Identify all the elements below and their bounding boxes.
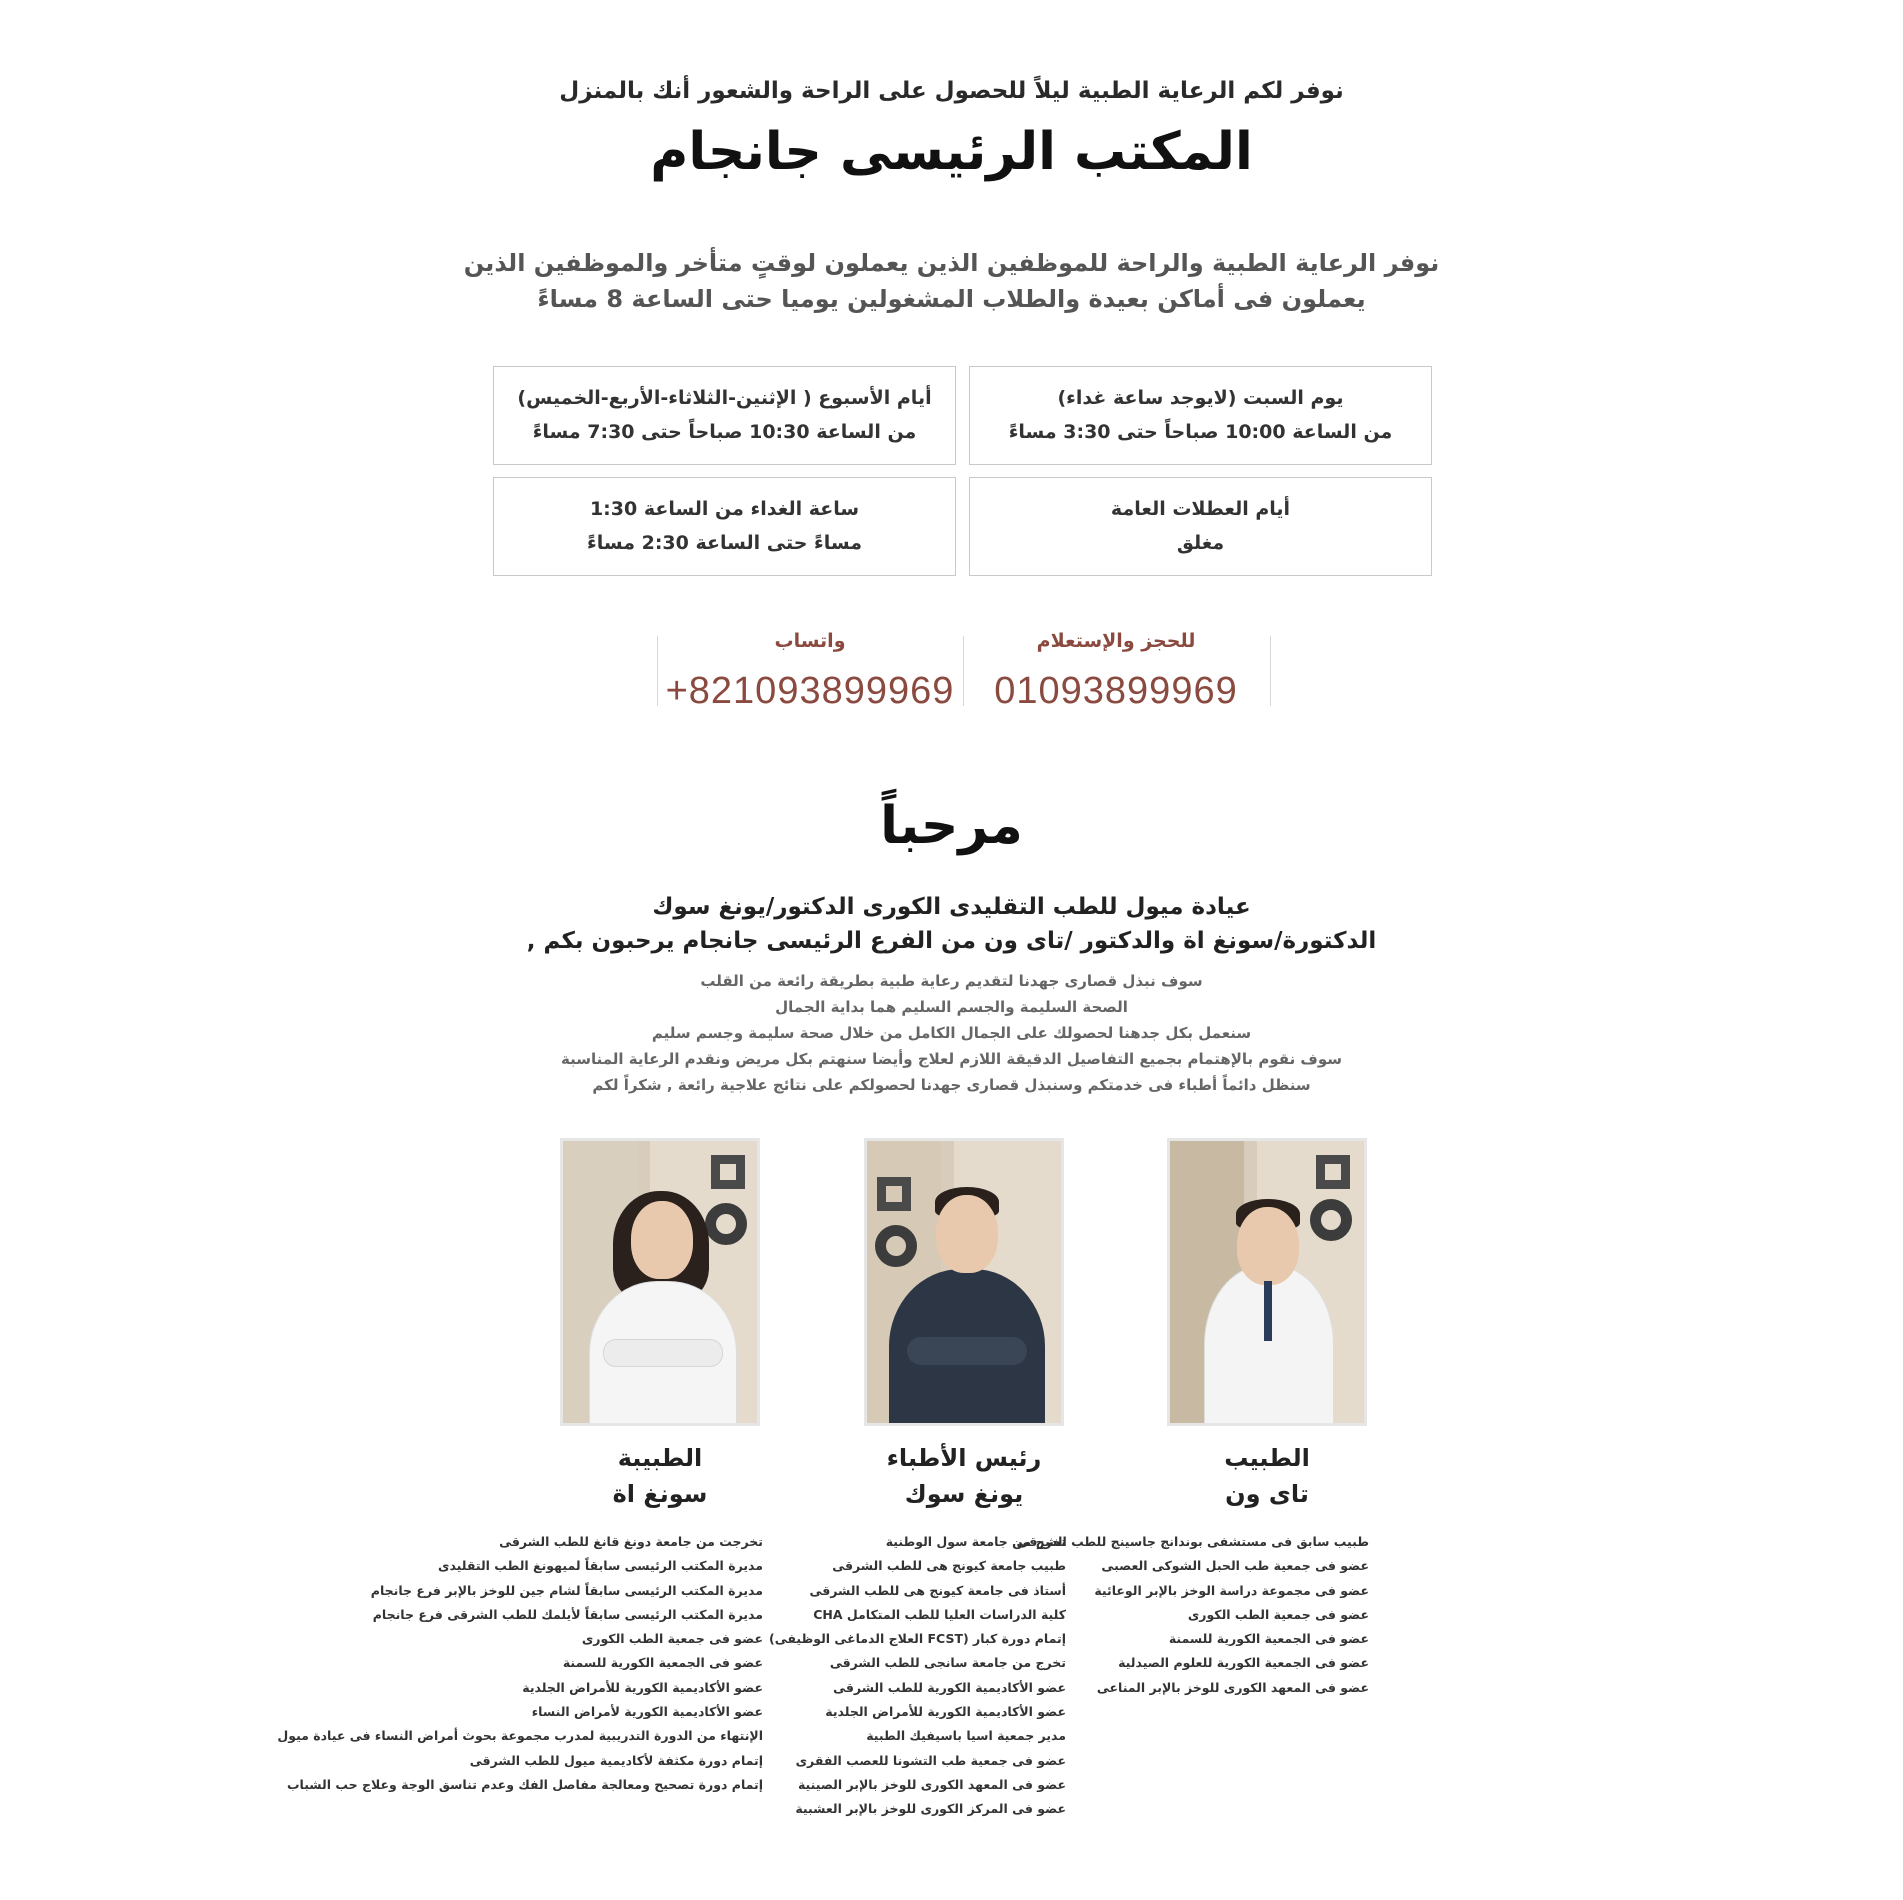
person-face [1237, 1207, 1299, 1285]
wall-deco-ring-icon [875, 1225, 917, 1267]
bio-line: عضو فى المركز الكورى للوخز بالإبر العشبية [795, 1801, 1066, 1817]
bio-line: عضو فى جمعية طب الحبل الشوكى العصبى [1101, 1558, 1369, 1574]
person-face [631, 1201, 693, 1279]
hours-saturday-title: يوم السبت (لايوجد ساعة غداء) [1057, 387, 1344, 409]
bio-line: إتمام دورة تصحيح ومعالجة مفاصل الفك وعدم تناسق الوجة وعلاج حب الشباب [286, 1776, 763, 1792]
hours-lunch-title: ساعة الغداء من الساعة 1:30 [589, 498, 860, 520]
welcome-body-line: سوف نقوم بالإهتمام بجميع التفاصيل الدقيقة اللازم لعلاج وأيضا سنهتم بكل مريض ونقدم الرعاية المناسبة [560, 1050, 1343, 1068]
welcome-body-line: سنظل دائماً أطباء فى خدمتكم وسنبذل قصارى جهدنا لحصولكم على نتائج علاجية رائعة , شكراً لكم [592, 1076, 1311, 1094]
bio-line: إتمام دورة كبار (FCST العلاج الدماغى الوظيفى) [769, 1631, 1066, 1647]
bio-line: مدير جمعية اسيا باسيفيك الطبية [866, 1728, 1066, 1744]
crossed-arms [603, 1339, 723, 1367]
hours-holidays-time: مغلق [1176, 532, 1225, 554]
doctor-name-young-seok [834, 1440, 1094, 1512]
bio-line: عضو فى المعهد الكورى للوخز بالإبر الصينية [797, 1776, 1066, 1792]
wall-deco-square-icon [1316, 1155, 1350, 1189]
booking-phone-link[interactable]: 01093899969 [994, 670, 1238, 712]
wall-deco-square-icon [711, 1155, 745, 1189]
doctor-name: يونغ سوك [904, 1480, 1024, 1508]
doctor-bio-song-ae [277, 1530, 763, 1797]
doctor-role: الطبيبة [617, 1444, 703, 1472]
crossed-arms [907, 1337, 1027, 1365]
whatsapp-phone-link[interactable]: +821093899969 [665, 670, 955, 712]
booking-label: للحجز والإستعلام [1036, 630, 1196, 652]
intro-text [0, 245, 1903, 317]
hours-holidays-title: أيام العطلات العامة [1110, 498, 1291, 520]
doctor-photo-young-seok [864, 1138, 1064, 1426]
doctor-bio-young-seok [769, 1530, 1066, 1822]
hours-weekdays-box [493, 366, 956, 465]
bio-line: عضو الأكاديمية الكورية للطب الشرقى [833, 1679, 1066, 1695]
doctor-name: تاى ون [1225, 1480, 1309, 1508]
bio-line: عضو فى الجمعية الكورية للعلوم الصيدلية [1118, 1655, 1369, 1671]
doctor-role: الطبيب [1224, 1444, 1310, 1472]
bio-line: تخرجت من جامعة دونغ قانغ للطب الشرقى [499, 1534, 763, 1549]
bio-line: تخرج من جامعة سانجى للطب الشرقى [829, 1655, 1066, 1671]
hours-lunch-time: مساءً حتى الساعة 2:30 مساءً [587, 532, 862, 554]
bio-line: عضو فى جمعية الطب الكورى [1187, 1606, 1369, 1622]
welcome-subtitle-line: عيادة ميول للطب التقليدى الكورى الدكتور/يونغ سوك [652, 894, 1251, 920]
welcome-body-line: سنعمل بكل جدهنا لحصولك على الجمال الكامل من خلال صحة سليمة وجسم سليم [651, 1024, 1252, 1042]
contact-booking[interactable] [966, 630, 1266, 713]
bio-line: عضو الأكاديمية الكورية للأمراض الجلدية [522, 1679, 763, 1695]
bio-line: طبيب جامعة كيونج هى للطب الشرقى [832, 1558, 1066, 1574]
bio-line: عضو الأكاديمية الكورية لأمراض النساء [531, 1704, 763, 1720]
bio-line: أستاذ فى جامعة كيونج هى للطب الشرقى [809, 1582, 1066, 1598]
bio-line: عضو الأكاديمية الكورية للأمراض الجلدية [825, 1704, 1066, 1720]
doctor-name-song-ae [530, 1440, 790, 1512]
bio-line: عضو فى مجموعة دراسة الوخز بالإبر الوعائية [1094, 1582, 1369, 1598]
contact-whatsapp[interactable] [660, 630, 960, 713]
bio-line: عضو فى الجمعية الكورية للسمنة [562, 1655, 763, 1671]
bio-line: عضو فى الجمعية الكورية للسمنة [1168, 1631, 1369, 1647]
header-tagline: نوفر لكم الرعاية الطبية ليلاً للحصول على الراحة والشعور أنك بالمنزل [559, 78, 1344, 104]
doctor-name-tae-won [1137, 1440, 1397, 1512]
welcome-subtitle [0, 890, 1903, 958]
doctor-bio-tae-won [1016, 1530, 1369, 1700]
welcome-body-line: سوف نبذل قصارى جهدنا لتقديم رعاية طبية بطريقة رائعة من القلب [700, 972, 1203, 990]
bio-line: طبيب سابق فى مستشفى بوندانج جاسينج للطب الشرقى [1016, 1534, 1369, 1549]
hours-weekdays-time: من الساعة 10:30 صباحاً حتى 7:30 مساءً [532, 421, 917, 443]
wall-deco-ring-icon [705, 1203, 747, 1245]
divider [1270, 636, 1271, 706]
intro-line: يعملون فى أماكن بعيدة والطلاب المشغولين يوميا حتى الساعة 8 مساءً [537, 285, 1366, 313]
bio-line: مديرة المكتب الرئيسى سابقاً لميهونغ الطب التقليدى [437, 1558, 763, 1574]
hours-saturday-time: من الساعة 10:00 صباحاً حتى 3:30 مساءً [1008, 421, 1393, 443]
bio-line: تخرج من جامعة سول الوطنية [885, 1534, 1066, 1549]
welcome-body-line: الصحة السليمة والجسم السليم هما بداية الجمال [775, 998, 1128, 1016]
hours-saturday-box [969, 366, 1432, 465]
bio-line: مديرة المكتب الرئيسى سابقاً لشام جين للوخز بالإبر فرع جانجام [370, 1582, 763, 1598]
hours-weekdays-title: أيام الأسبوع ( الإثنين-الثلاثاء-الأربع-الخميس) [517, 387, 932, 409]
divider [657, 636, 658, 706]
person-face [936, 1195, 998, 1273]
wall-deco-ring-icon [1310, 1199, 1352, 1241]
bio-line: عضو فى المعهد الكورى للوخز بالإبر المناعى [1096, 1679, 1369, 1695]
bio-line: عضو فى جمعية الطب الكورى [581, 1631, 763, 1647]
bio-line: إتمام دورة مكثفة لأكاديمية ميول للطب الشرقى [469, 1752, 763, 1768]
doctor-name: سونغ اة [612, 1480, 708, 1508]
bio-line: عضو فى جمعية طب التشونا للعصب الفقرى [795, 1752, 1066, 1768]
whatsapp-label: واتساب [774, 630, 846, 652]
bio-line: مديرة المكتب الرئيسى سابقاً لأيلمك للطب الشرقى فرع جانجام [372, 1606, 763, 1622]
bio-line: الإنتهاء من الدورة التدريبية لمدرب مجموعة بحوث أمراض النساء فى عيادة ميول [277, 1728, 763, 1744]
wall-deco-square-icon [877, 1177, 911, 1211]
welcome-body [0, 968, 1903, 1098]
intro-line: نوفر الرعاية الطبية والراحة للموظفين الذين يعملون لوقتٍ متأخر والموظفين الذين [463, 249, 1440, 277]
bio-line: كلية الدراسات العليا للطب المتكامل CHA [813, 1606, 1066, 1622]
welcome-title: مرحباً [880, 796, 1023, 856]
doctor-photo-song-ae [560, 1138, 760, 1426]
doctor-photo-tae-won [1167, 1138, 1367, 1426]
doctor-role: رئيس الأطباء [886, 1444, 1042, 1472]
hours-holidays-box [969, 477, 1432, 576]
divider [963, 636, 964, 706]
page-title: المكتب الرئيسى جانجام [650, 122, 1253, 182]
tie-icon [1264, 1281, 1272, 1341]
hours-lunch-box [493, 477, 956, 576]
welcome-subtitle-line: الدكتورة/سونغ اة والدكتور /تاى ون من الفرع الرئيسى جانجام يرحبون بكم , [526, 928, 1377, 954]
